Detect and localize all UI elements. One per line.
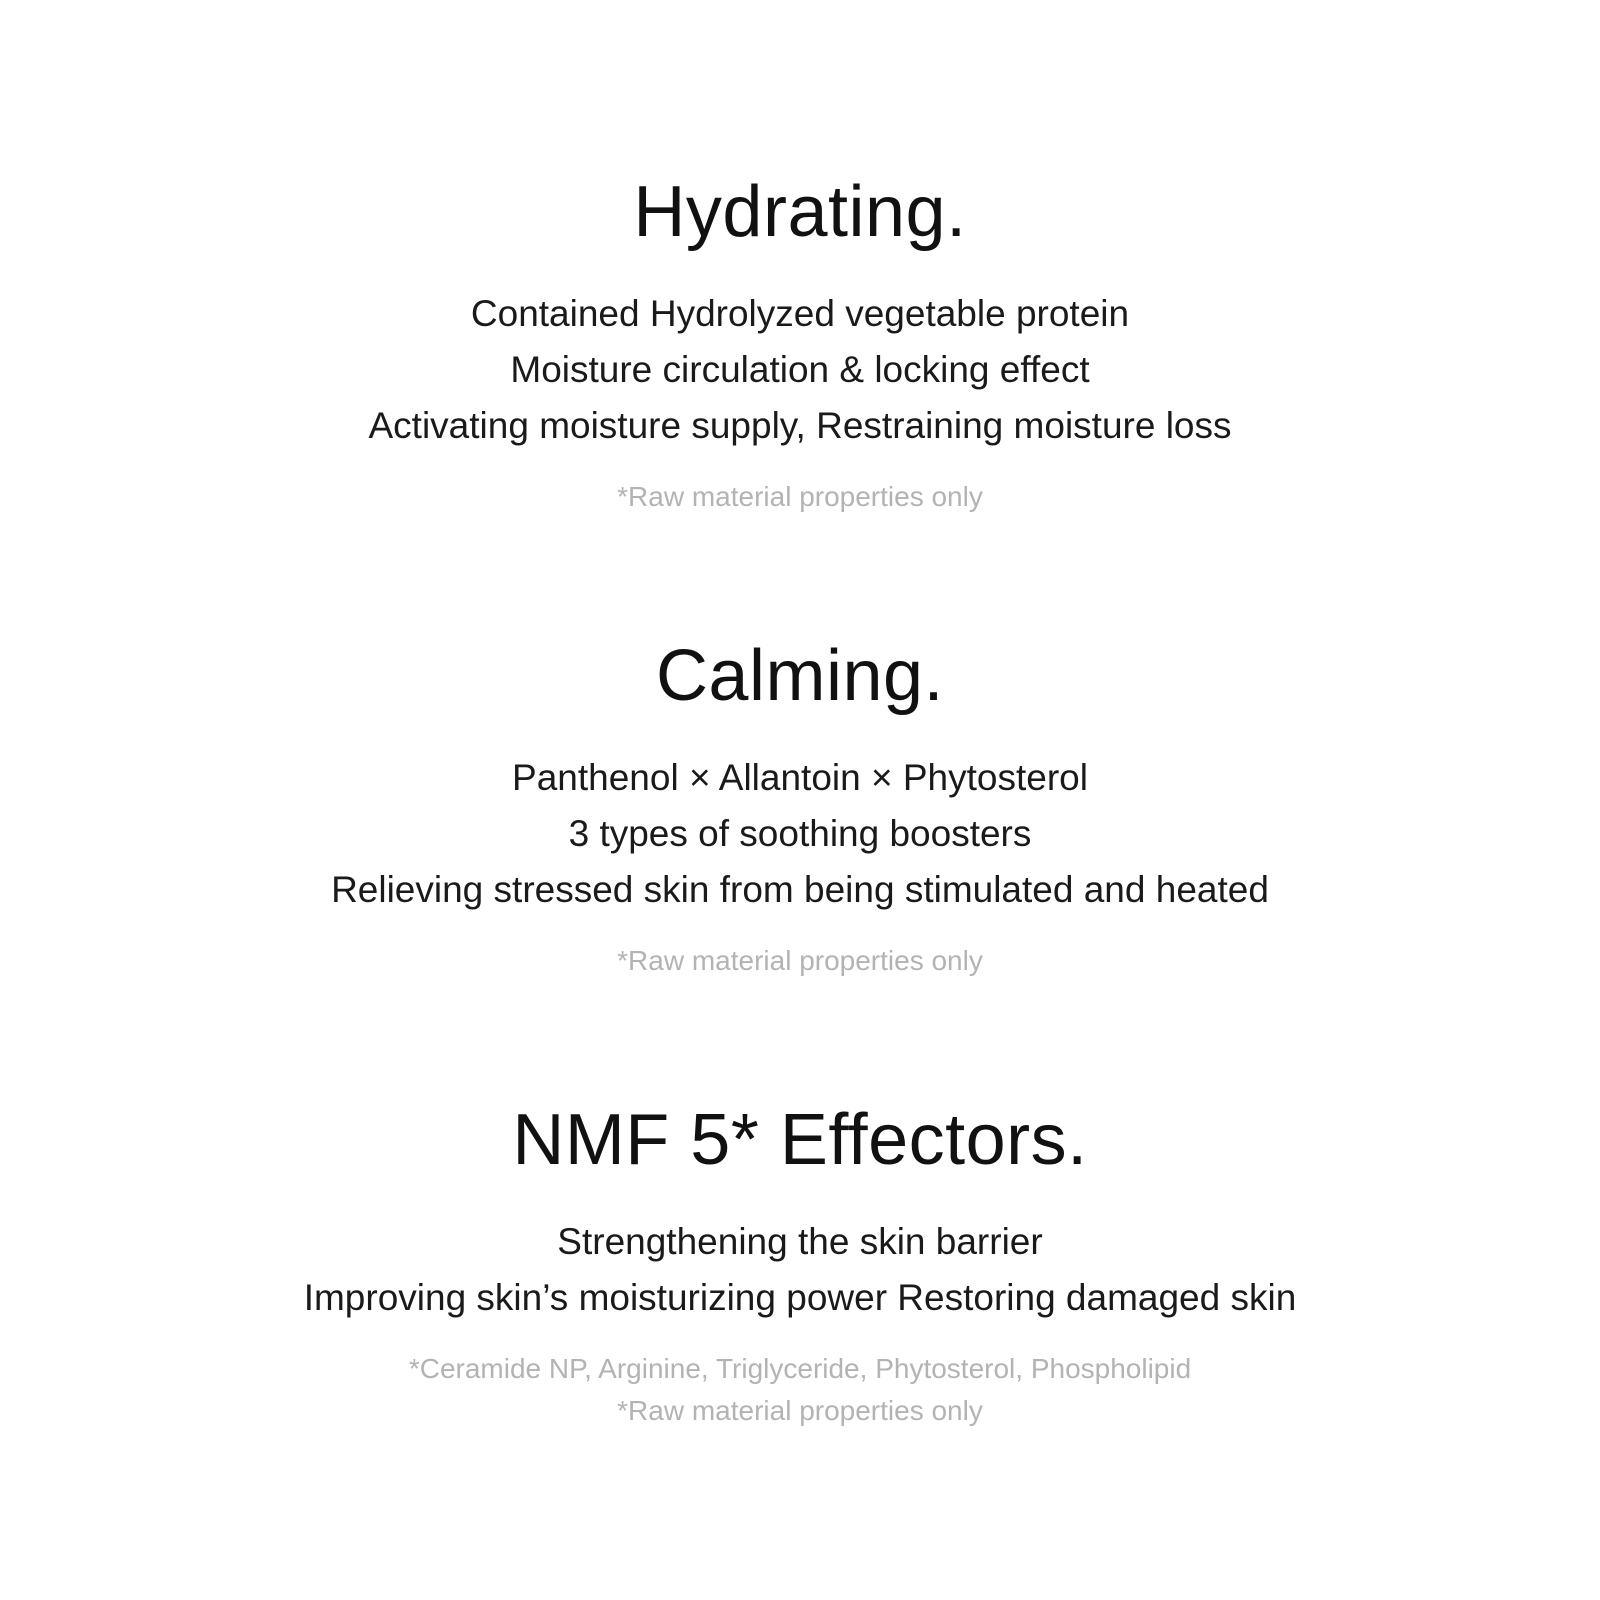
section-title: NMF 5* Effectors. [512, 1100, 1088, 1180]
section-footnotes [0, 940, 1600, 982]
section-description [0, 750, 1600, 918]
section-description [0, 1214, 1600, 1326]
section-nmf-effectors [0, 1100, 1600, 1432]
description-line: Relieving stressed skin from being stimulated and heated [331, 869, 1269, 910]
section-hydrating [0, 172, 1600, 518]
section-description [0, 286, 1600, 454]
footnote: *Raw material properties only [617, 945, 983, 976]
section-title: Calming. [655, 636, 945, 716]
description-line: Contained Hydrolyzed vegetable protein [470, 293, 1130, 334]
section-footnotes [0, 1348, 1600, 1432]
section-calming [0, 636, 1600, 982]
description-line: Strengthening the skin barrier [557, 1221, 1043, 1262]
footnote: *Raw material properties only [617, 481, 983, 512]
footnote: *Raw material properties only [617, 1395, 983, 1426]
description-line: Improving skin’s moisturizing power Restoring damaged skin [303, 1277, 1297, 1318]
footnote: *Ceramide NP, Arginine, Triglyceride, Phytosterol, Phospholipid [408, 1353, 1192, 1384]
description-line: Panthenol × Allantoin × Phytosterol [512, 757, 1088, 798]
section-title: Hydrating. [633, 172, 967, 252]
section-footnotes [0, 476, 1600, 518]
description-line: Moisture circulation & locking effect [510, 349, 1090, 390]
description-line: 3 types of soothing boosters [568, 813, 1032, 854]
description-line: Activating moisture supply, Restraining moisture loss [368, 405, 1232, 446]
